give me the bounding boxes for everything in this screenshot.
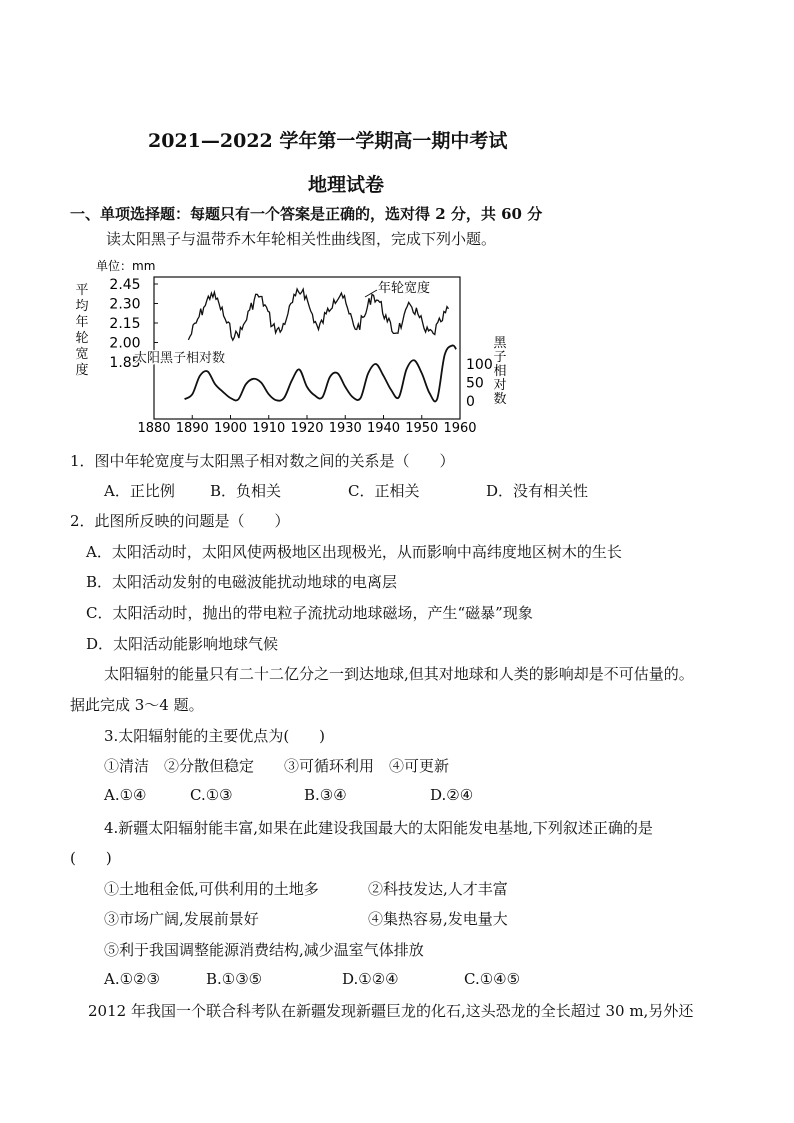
right-axis-label-char: 子 — [493, 350, 507, 365]
q3-option-d[interactable]: D.②④ — [430, 786, 474, 804]
q4-option-d[interactable]: D.①②④ — [342, 970, 399, 988]
q3-stem: 3.太阳辐射能的主要优点为( ) — [104, 727, 326, 745]
q3-option-c[interactable]: C.①③ — [190, 786, 233, 804]
q4-item-3: ③市场广阔,发展前景好 — [104, 910, 259, 928]
left-tick-label: 2.30 — [109, 296, 141, 313]
q2-option-c[interactable]: C．太阳活动时，抛出的带电粒子流扰动地球磁场，产生“磁暴”现象 — [86, 604, 533, 622]
sunspot-annotation: 太阳黑子相对数 — [134, 351, 226, 366]
right-axis-label — [493, 336, 507, 407]
left-tick-label: 1.85 — [109, 355, 141, 371]
intro-text: 读太阳黑子与温带乔木年轮相关性曲线图，完成下列小题。 — [106, 230, 497, 248]
q2-stem: 2．此图所反映的问题是（ ） — [70, 512, 290, 530]
passage-line-1: 太阳辐射的能量只有二十二亿分之一到达地球,但其对地球和人类的影响却是不可估量的。 — [104, 665, 694, 683]
passage-3: 2012 年我国一个联合科考队在新疆发现新疆巨龙的化石,这头恐龙的全长超过 30 m,另外还 — [88, 1002, 694, 1020]
q2-option-b[interactable]: B．太阳活动发射的电磁波能扰动地球的电离层 — [86, 573, 398, 591]
q3-option-a[interactable]: A.①④ — [104, 786, 147, 804]
x-tick-label: 1900 — [213, 421, 248, 436]
passage-line-2: 据此完成 3～4 题。 — [70, 696, 204, 714]
q4-item-2: ②科技发达,人才丰富 — [368, 880, 508, 898]
left-axis-label-char: 度 — [75, 363, 89, 378]
q2-option-d[interactable]: D．太阳活动能影响地球气候 — [86, 635, 279, 653]
q4-item-1: ①土地租金低,可供利用的土地多 — [104, 880, 319, 898]
left-tick-label: 2.00 — [109, 335, 141, 352]
q3-items: ①清洁 ②分散但稳定 ③可循环利用 ④可更新 — [104, 757, 450, 775]
right-tick-label: 100 — [466, 357, 493, 373]
q4-stem: 4.新疆太阳辐射能丰富,如果在此建设我国最大的太阳能发电基地,下列叙述正确的是 — [104, 819, 653, 837]
unit-label: 单位：mm — [96, 259, 156, 273]
left-axis-label-char: 宽 — [75, 347, 89, 362]
left-tick-label: 2.45 — [109, 277, 141, 293]
left-tick-label: 2.15 — [109, 316, 141, 332]
x-tick-label: 1960 — [443, 421, 477, 436]
x-tick-label: 1890 — [175, 421, 209, 436]
x-tick-label: 1910 — [252, 421, 286, 436]
q1-option-b[interactable]: B．负相关 — [210, 482, 282, 500]
x-tick-label: 1920 — [290, 421, 324, 436]
q1-option-c[interactable]: C．正相关 — [348, 482, 420, 500]
x-tick-label: 1880 — [137, 421, 171, 436]
sunspot-tree-ring-chart — [68, 254, 508, 436]
left-axis-label-char: 均 — [75, 299, 89, 314]
exam-subtitle: 地理试卷 — [308, 174, 385, 196]
x-tick-label: 1930 — [328, 421, 362, 436]
q4-item-4: ④集热容易,发电量大 — [368, 910, 508, 928]
right-axis-label-char: 相 — [493, 364, 507, 379]
q3-option-b[interactable]: B.③④ — [304, 786, 347, 804]
q2-option-a[interactable]: A．太阳活动时，太阳风使两极地区出现极光，从而影响中高纬度地区树木的生长 — [86, 543, 622, 561]
right-tick-label: 0 — [466, 394, 475, 410]
ring-annotation: 年轮宽度 — [378, 281, 431, 296]
exam-title: 2021—2022 学年第一学期高一期中考试 — [148, 130, 508, 152]
left-axis-label-char: 年 — [75, 315, 89, 330]
x-tick-label: 1950 — [405, 421, 439, 436]
q1-option-a[interactable]: A．正比例 — [104, 482, 175, 500]
q4-option-a[interactable]: A.①②③ — [104, 970, 160, 988]
right-axis-label-char: 黑 — [493, 336, 507, 351]
left-axis-label-char: 平 — [75, 283, 89, 298]
ring-annotation-pointer — [365, 290, 377, 297]
right-tick-label: 50 — [466, 375, 484, 392]
right-axis-label-char: 数 — [493, 392, 507, 407]
q1-stem: 1．图中年轮宽度与太阳黑子相对数之间的关系是（ ） — [70, 452, 455, 470]
q1-option-d[interactable]: D．没有相关性 — [486, 482, 589, 500]
left-axis-label-char: 轮 — [75, 331, 89, 346]
q4-stem-cont: ( ) — [70, 849, 112, 867]
sunspot-number-line — [185, 345, 457, 401]
q4-item-5: ⑤利于我国调整能源消费结构,减少温室气体排放 — [104, 941, 424, 959]
left-axis-label — [75, 283, 88, 378]
right-axis-label-char: 对 — [493, 378, 507, 393]
section-heading: 一、单项选择题：每题只有一个答案是正确的，选对得 2 分，共 60 分 — [70, 205, 543, 223]
tree-ring-width-line — [188, 289, 448, 340]
q4-option-c[interactable]: C.①④⑤ — [464, 970, 521, 988]
x-tick-label: 1940 — [366, 421, 401, 436]
q4-option-b[interactable]: B.①③⑤ — [206, 970, 263, 988]
